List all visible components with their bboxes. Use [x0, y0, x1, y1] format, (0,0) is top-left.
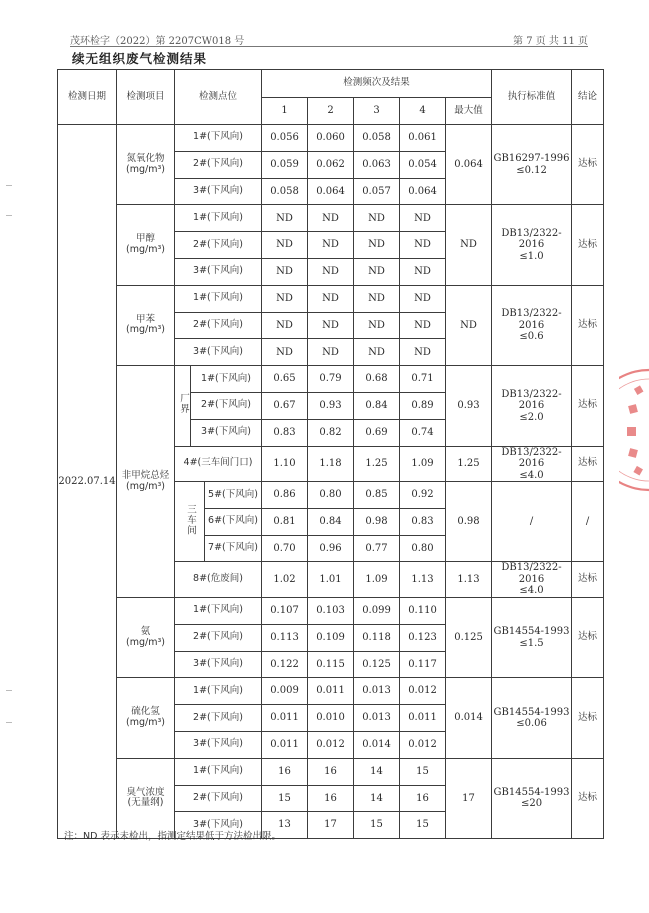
- value-cell: 0.059: [262, 151, 308, 178]
- point-cell: 3#(下风向): [175, 651, 262, 678]
- value-cell: 14: [354, 758, 400, 785]
- value-cell: ND: [308, 312, 354, 339]
- value-cell: 0.011: [262, 705, 308, 732]
- standard-cell: GB14554-1993 ≤20: [492, 758, 572, 838]
- point-cell: 3#(下风向): [175, 258, 262, 285]
- point-cell: 8#(危废间): [175, 562, 262, 598]
- conclusion-cell: 达标: [572, 758, 604, 838]
- value-cell: 0.74: [400, 419, 446, 446]
- value-cell: 17: [308, 812, 354, 839]
- value-cell: ND: [262, 285, 308, 312]
- value-cell: 0.110: [400, 597, 446, 624]
- point-cell: 2#(下风向): [175, 705, 262, 732]
- value-cell: ND: [262, 339, 308, 366]
- conclusion-cell: 达标: [572, 446, 604, 482]
- value-cell: 0.054: [400, 151, 446, 178]
- value-cell: 0.064: [400, 178, 446, 205]
- point-cell: 4#(三车间门口): [175, 446, 262, 482]
- value-cell: 0.89: [400, 392, 446, 419]
- value-cell: 0.83: [400, 508, 446, 535]
- value-cell: 16: [308, 785, 354, 812]
- value-cell: 1.10: [262, 446, 308, 482]
- value-cell: 0.98: [354, 508, 400, 535]
- conclusion-cell: 达标: [572, 562, 604, 598]
- margin-mark: [6, 690, 12, 691]
- value-cell: ND: [262, 312, 308, 339]
- value-cell: 0.056: [262, 125, 308, 152]
- value-cell: 0.011: [400, 705, 446, 732]
- point-cell: 6#(下风向): [205, 508, 262, 535]
- page-number: 第 7 页 共 11 页: [513, 36, 588, 47]
- max-cell: ND: [446, 205, 492, 285]
- value-cell: 0.86: [262, 482, 308, 509]
- value-cell: ND: [308, 205, 354, 232]
- point-cell: 3#(下风向): [191, 419, 262, 446]
- standard-cell: /: [492, 482, 572, 562]
- item-toluene: 甲苯 (mg/m³): [117, 285, 175, 365]
- sub-group-boundary: 厂界: [175, 366, 191, 446]
- max-cell: 1.25: [446, 446, 492, 482]
- max-cell: 0.125: [446, 597, 492, 677]
- value-cell: ND: [400, 232, 446, 259]
- seal-stamp-icon: [619, 365, 649, 495]
- value-cell: 0.011: [262, 731, 308, 758]
- value-cell: 0.010: [308, 705, 354, 732]
- margin-mark: [6, 215, 12, 216]
- value-cell: ND: [400, 312, 446, 339]
- col-freq-header: 检测频次及结果: [262, 70, 492, 98]
- value-cell: 15: [354, 812, 400, 839]
- conclusion-cell: 达标: [572, 205, 604, 285]
- value-cell: 0.058: [354, 125, 400, 152]
- value-cell: ND: [262, 205, 308, 232]
- value-cell: 1.02: [262, 562, 308, 598]
- value-cell: 1.09: [400, 446, 446, 482]
- value-cell: 0.85: [354, 482, 400, 509]
- point-cell: 1#(下风向): [191, 366, 262, 393]
- col-n2-header: 2: [308, 98, 354, 125]
- col-n3-header: 3: [354, 98, 400, 125]
- table-title: 续无组织废气检测结果: [72, 51, 208, 66]
- value-cell: 0.83: [262, 419, 308, 446]
- item-h2s: 硫化氢 (mg/m³): [117, 678, 175, 758]
- item-odor: 臭气浓度 (无量纲): [117, 758, 175, 838]
- point-cell: 5#(下风向): [205, 482, 262, 509]
- value-cell: 0.060: [308, 125, 354, 152]
- value-cell: 0.77: [354, 535, 400, 562]
- point-cell: 2#(下风向): [175, 312, 262, 339]
- point-cell: 2#(下风向): [175, 232, 262, 259]
- point-cell: 1#(下风向): [175, 597, 262, 624]
- value-cell: 0.014: [354, 731, 400, 758]
- value-cell: 0.92: [400, 482, 446, 509]
- value-cell: ND: [262, 232, 308, 259]
- standard-cell: DB13/2322-2016 ≤4.0: [492, 446, 572, 482]
- point-cell: 3#(下风向): [175, 812, 262, 839]
- value-cell: 0.84: [308, 508, 354, 535]
- value-cell: 15: [400, 812, 446, 839]
- value-cell: ND: [354, 339, 400, 366]
- col-conclusion-header: 结论: [572, 70, 604, 125]
- standard-cell: DB13/2322-2016 ≤1.0: [492, 205, 572, 285]
- conclusion-cell: /: [572, 482, 604, 562]
- point-cell: 2#(下风向): [175, 785, 262, 812]
- item-methanol: 甲醇 (mg/m³): [117, 205, 175, 285]
- value-cell: 0.063: [354, 151, 400, 178]
- value-cell: 0.123: [400, 624, 446, 651]
- point-cell: 7#(下风向): [205, 535, 262, 562]
- max-cell: 0.93: [446, 366, 492, 446]
- item-nox: 氮氧化物 (mg/m³): [117, 125, 175, 205]
- footnote: 注：ND 表示未检出，指测定结果低于方法检出限。: [64, 831, 281, 842]
- value-cell: ND: [308, 339, 354, 366]
- value-cell: 0.69: [354, 419, 400, 446]
- value-cell: 0.80: [400, 535, 446, 562]
- col-item-header: 检测项目: [117, 70, 175, 125]
- value-cell: 0.012: [308, 731, 354, 758]
- value-cell: 0.009: [262, 678, 308, 705]
- value-cell: ND: [354, 258, 400, 285]
- value-cell: ND: [308, 285, 354, 312]
- value-cell: 16: [400, 785, 446, 812]
- standard-cell: DB13/2322-2016 ≤2.0: [492, 366, 572, 446]
- value-cell: 1.01: [308, 562, 354, 598]
- point-cell: 2#(下风向): [175, 151, 262, 178]
- conclusion-cell: 达标: [572, 366, 604, 446]
- value-cell: ND: [308, 232, 354, 259]
- value-cell: ND: [354, 285, 400, 312]
- value-cell: 16: [262, 758, 308, 785]
- value-cell: 0.011: [308, 678, 354, 705]
- value-cell: 15: [262, 785, 308, 812]
- value-cell: ND: [262, 258, 308, 285]
- value-cell: 1.18: [308, 446, 354, 482]
- value-cell: 0.058: [262, 178, 308, 205]
- value-cell: 0.81: [262, 508, 308, 535]
- value-cell: 0.064: [308, 178, 354, 205]
- value-cell: 0.103: [308, 597, 354, 624]
- value-cell: 0.099: [354, 597, 400, 624]
- standard-cell: GB14554-1993 ≤0.06: [492, 678, 572, 758]
- value-cell: 0.79: [308, 366, 354, 393]
- value-cell: 0.82: [308, 419, 354, 446]
- col-date-header: 检测日期: [58, 70, 117, 125]
- value-cell: 0.84: [354, 392, 400, 419]
- value-cell: 0.061: [400, 125, 446, 152]
- item-nmhc: 非甲烷总烃 (mg/m³): [117, 366, 175, 598]
- value-cell: 0.96: [308, 535, 354, 562]
- point-cell: 1#(下风向): [175, 285, 262, 312]
- page-header: [70, 30, 588, 47]
- value-cell: 1.09: [354, 562, 400, 598]
- point-cell: 1#(下风向): [175, 125, 262, 152]
- value-cell: 0.68: [354, 366, 400, 393]
- value-cell: 15: [400, 758, 446, 785]
- value-cell: ND: [400, 258, 446, 285]
- value-cell: 0.122: [262, 651, 308, 678]
- value-cell: 0.71: [400, 366, 446, 393]
- col-n1-header: 1: [262, 98, 308, 125]
- max-cell: 0.014: [446, 678, 492, 758]
- col-point-header: 检测点位: [175, 70, 262, 125]
- point-cell: 3#(下风向): [175, 339, 262, 366]
- value-cell: ND: [354, 312, 400, 339]
- value-cell: 0.057: [354, 178, 400, 205]
- max-cell: 0.98: [446, 482, 492, 562]
- max-cell: 1.13: [446, 562, 492, 598]
- conclusion-cell: 达标: [572, 285, 604, 365]
- conclusion-cell: 达标: [572, 678, 604, 758]
- value-cell: 16: [308, 758, 354, 785]
- max-cell: 17: [446, 758, 492, 838]
- point-cell: 3#(下风向): [175, 731, 262, 758]
- value-cell: ND: [400, 205, 446, 232]
- value-cell: 0.80: [308, 482, 354, 509]
- point-cell: 1#(下风向): [175, 678, 262, 705]
- value-cell: 0.013: [354, 705, 400, 732]
- point-cell: 1#(下风向): [175, 758, 262, 785]
- max-cell: 0.064: [446, 125, 492, 205]
- point-cell: 2#(下风向): [191, 392, 262, 419]
- margin-mark: [6, 185, 12, 186]
- value-cell: 13: [262, 812, 308, 839]
- value-cell: 0.125: [354, 651, 400, 678]
- value-cell: 0.70: [262, 535, 308, 562]
- max-cell: ND: [446, 285, 492, 365]
- standard-cell: DB13/2322-2016 ≤0.6: [492, 285, 572, 365]
- sub-group-workshop: 三车间: [175, 482, 205, 562]
- point-cell: 2#(下风向): [175, 624, 262, 651]
- value-cell: 0.115: [308, 651, 354, 678]
- value-cell: 0.117: [400, 651, 446, 678]
- value-cell: ND: [308, 258, 354, 285]
- standard-cell: DB13/2322-2016 ≤4.0: [492, 562, 572, 598]
- value-cell: ND: [354, 232, 400, 259]
- value-cell: 0.118: [354, 624, 400, 651]
- value-cell: 0.107: [262, 597, 308, 624]
- value-cell: 0.113: [262, 624, 308, 651]
- standard-cell: GB16297-1996 ≤0.12: [492, 125, 572, 205]
- value-cell: 14: [354, 785, 400, 812]
- value-cell: 1.13: [400, 562, 446, 598]
- conclusion-cell: 达标: [572, 597, 604, 677]
- col-standard-header: 执行标准值: [492, 70, 572, 125]
- date-cell: 2022.07.14: [58, 125, 117, 839]
- value-cell: 1.25: [354, 446, 400, 482]
- value-cell: 0.062: [308, 151, 354, 178]
- item-ammonia: 氨 (mg/m³): [117, 597, 175, 677]
- col-max-header: 最大值: [446, 98, 492, 125]
- conclusion-cell: 达标: [572, 125, 604, 205]
- standard-cell: GB14554-1993 ≤1.5: [492, 597, 572, 677]
- value-cell: 0.93: [308, 392, 354, 419]
- value-cell: ND: [400, 285, 446, 312]
- value-cell: 0.012: [400, 678, 446, 705]
- value-cell: ND: [354, 205, 400, 232]
- col-n4-header: 4: [400, 98, 446, 125]
- point-cell: 3#(下风向): [175, 178, 262, 205]
- value-cell: ND: [400, 339, 446, 366]
- value-cell: 0.109: [308, 624, 354, 651]
- value-cell: 0.012: [400, 731, 446, 758]
- value-cell: 0.67: [262, 392, 308, 419]
- value-cell: 0.65: [262, 366, 308, 393]
- report-number: 茂环检字（2022）第 2207CW018 号: [70, 36, 245, 47]
- value-cell: 0.013: [354, 678, 400, 705]
- results-table: [57, 69, 604, 839]
- point-cell: 1#(下风向): [175, 205, 262, 232]
- margin-mark: [6, 722, 12, 723]
